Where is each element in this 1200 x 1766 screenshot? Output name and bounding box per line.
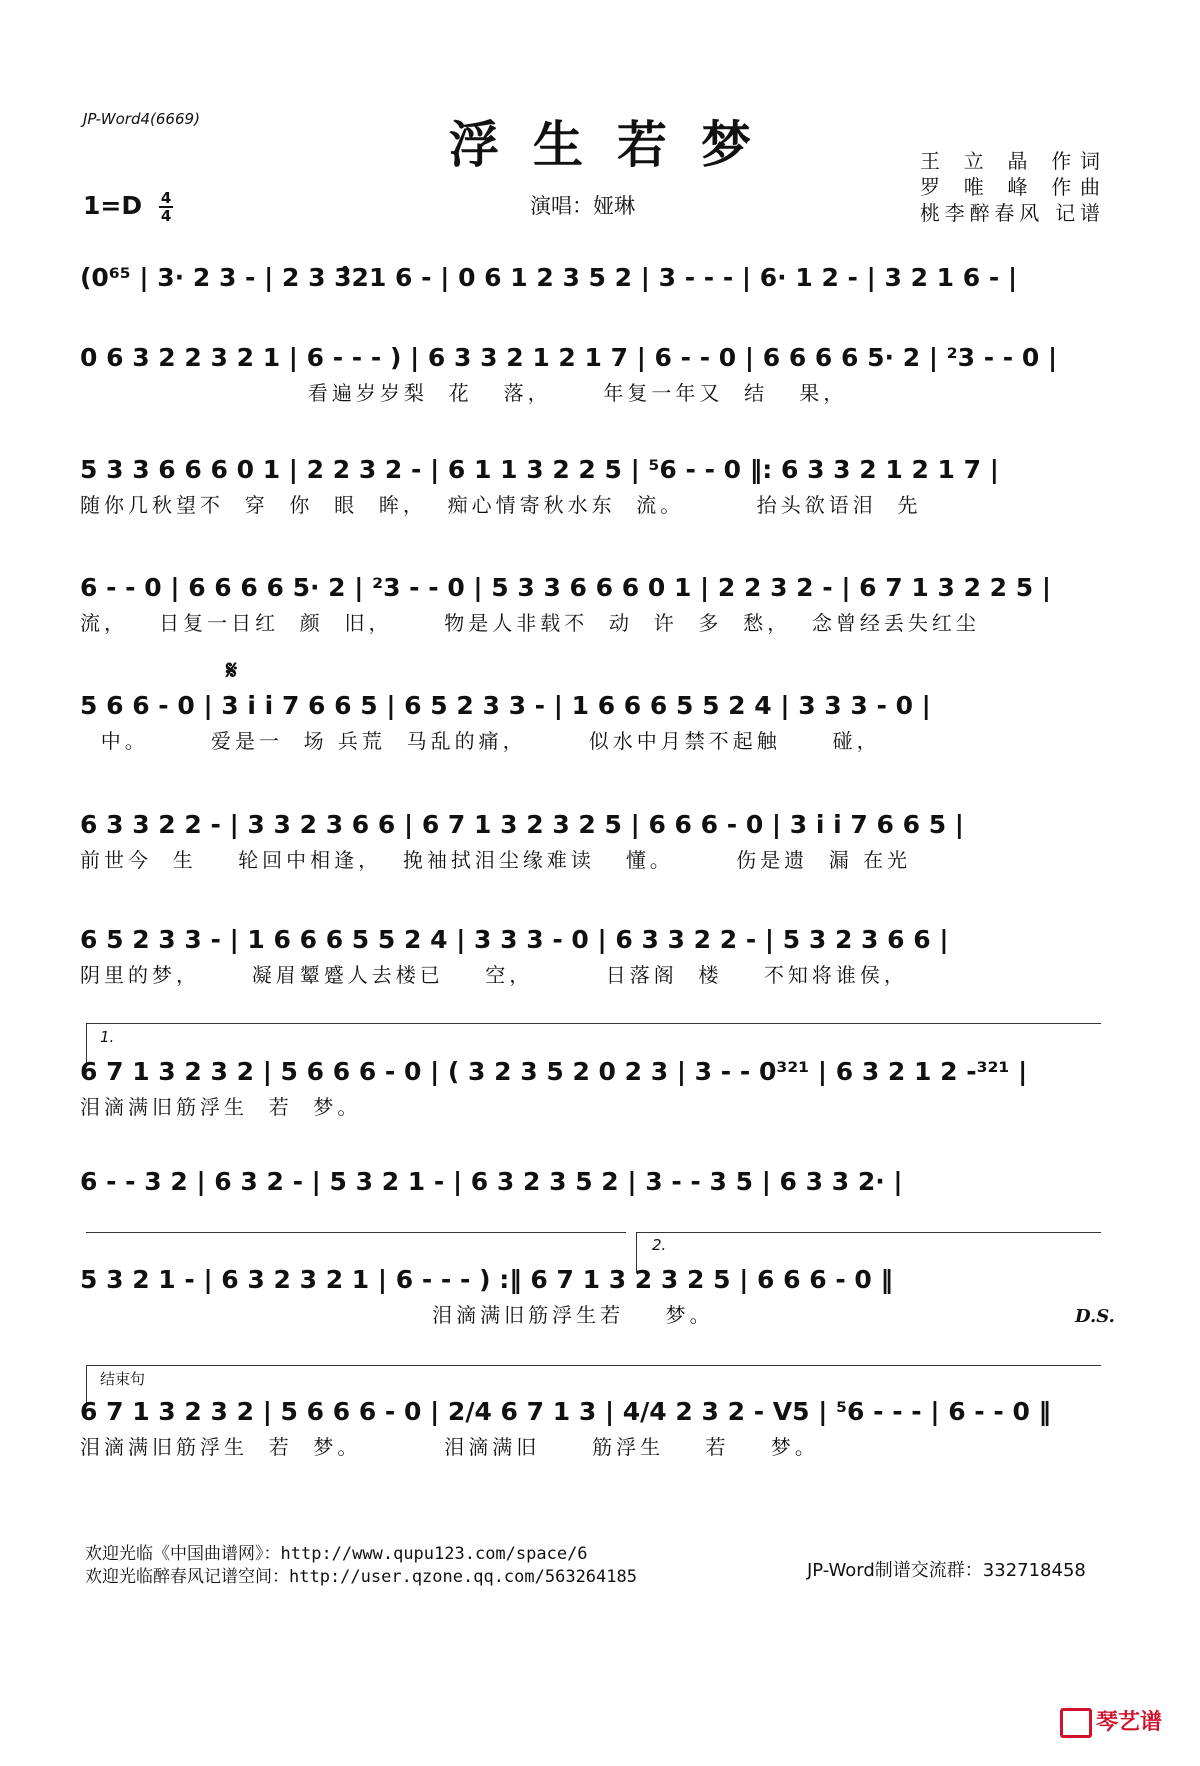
notation-line: 6 5 2 3 3 - | 1 6 6 6 5 5 2 4 | 3 3 3 - 0 | 6 3 3 2 2 - | 5 3 2 3 6 6 |	[80, 925, 949, 954]
logo-text: 琴艺谱	[1095, 1710, 1162, 1735]
lyrics-line: 看遍岁岁梨 花 落， 年复一年又 结 果，	[80, 381, 848, 405]
software-label: JP-Word4(6669)	[83, 110, 200, 128]
singer: 演唱：娅琳	[530, 194, 635, 218]
first-ending-label: 1.	[100, 1028, 115, 1046]
lyrics-line: 泪滴满旧筋浮生 若 梦。 泪滴满旧 筋浮生 若 梦。	[80, 1435, 819, 1459]
score-row-8	[80, 1052, 1100, 1122]
score-row-6	[80, 805, 1100, 875]
notation-line: 5 3 2 1 - | 6 3 2 3 2 1 | 6 - - - ) :‖ 6 7 1 3 2 3 2 5 | 6 6 6 - 0 ‖	[80, 1265, 894, 1294]
lyrics-line: 泪滴满旧筋浮生若 梦。	[80, 1303, 714, 1327]
score-row-11	[80, 1392, 1100, 1462]
score-row-10	[80, 1260, 1100, 1330]
coda-label: 结束句	[100, 1370, 146, 1388]
key-signature	[83, 190, 173, 224]
lyrics-line: 泪滴满旧筋浮生 若 梦。	[80, 1095, 362, 1119]
site-logo	[1060, 1705, 1162, 1738]
time-sig-bottom: 4	[160, 207, 172, 225]
notation-line: 6 7 1 3 2 3 2 | 5 6 6 6 - 0 | ( 3 2 3 5 2 0 2 3 | 3 - - 0³²¹ | 6 3 2 1 2 -³²¹ |	[80, 1057, 1028, 1086]
notation-line: (0⁶⁵ | 3· 2 3 - | 2 3 3̂21 6 - | 0 6 1 2 3 5 2 | 3 - - - | 6· 1 2 - | 3 2 1 6 - |	[80, 263, 1018, 292]
lyrics-line: 中。 爱是一 场 兵荒 马乱的痛， 似水中月禁不起触 碰，	[80, 729, 881, 753]
qq-group: JP-Word制谱交流群：332718458	[807, 1560, 1086, 1581]
footer-link-2[interactable]: 欢迎光临醉春风记谱空间：http://user.qzone.qq.com/563264185	[85, 1567, 637, 1587]
notation-line: 0 6 3 2 2 3 2 1 | 6 - - - ) | 6 3 3 2 1 2 1 7 | 6 - - 0 | 6 6 6 6 5· 2 | ²3 - - 0 |	[80, 343, 1058, 372]
segno-sign: 𝄋	[226, 656, 238, 686]
first-ending-continuation	[86, 1232, 626, 1263]
score-row-9	[80, 1162, 1100, 1202]
score-row-1	[80, 258, 1100, 298]
score-row-5	[80, 686, 1100, 756]
transcriber: 桃李醉春风 记谱	[920, 201, 1100, 225]
score-row-2	[80, 338, 1100, 408]
notation-line: 6 3 3 2 2 - | 3 3 2 3 6 6 | 6 7 1 3 2 3 2 5 | 6 6 6 - 0 | 3 i i 7 6 6 5 |	[80, 810, 964, 839]
time-signature	[159, 190, 173, 224]
notation-line: 6 - - 3 2 | 6 3 2 - | 5 3 2 1 - | 6 3 2 3 5 2 | 3 - - 3 5 | 6 3 3 2· |	[80, 1167, 903, 1196]
dal-segno-mark: D.S.	[1075, 1306, 1115, 1327]
notation-line: 5 6 6 - 0 | 3 i i 7 6 6 5 | 6 5 2 3 3 - | 1 6 6 6 5 5 2 4 | 3 3 3 - 0 |	[80, 691, 931, 720]
lyrics-line: 前世今 生 轮回中相逢， 挽袖拭泪尘缘难读 懂。 伤是遗 漏 在光	[80, 848, 912, 872]
footer-link-1[interactable]: 欢迎光临《中国曲谱网》：http://www.qupu123.com/space/6	[85, 1544, 588, 1564]
key-label: 1=D	[83, 191, 143, 220]
logo-icon	[1060, 1708, 1092, 1738]
notation-line: 5 3 3 6 6 6 0 1 | 2 2 3 2 - | 6 1 1 3 2 2 5 | ⁵6 - - 0 ‖: 6 3 3 2 1 2 1 7 |	[80, 455, 999, 484]
score-row-7	[80, 920, 1100, 990]
notation-line: 6 7 1 3 2 3 2 | 5 6 6 6 - 0 | 2/4 6 7 1 3 | 4/4 2 3 2 - ᐯ5 | ⁵6 - - - | 6 - - 0 ‖	[80, 1397, 1052, 1426]
second-ending-label: 2.	[652, 1236, 667, 1254]
notation-line: 6 - - 0 | 6 6 6 6 5· 2 | ²3 - - 0 | 5 3 3 6 6 6 0 1 | 2 2 3 2 - | 6 7 1 3 2 2 5 |	[80, 573, 1052, 602]
score-row-4	[80, 568, 1100, 638]
lyrics-line: 流， 日复一日红 颜 旧， 物是人非载不 动 许 多 愁， 念曾经丢失红尘	[80, 611, 980, 635]
credits	[920, 148, 1100, 226]
lyrics-line: 阴里的梦， 凝眉颦蹙人去楼已 空， 日落阁 楼 不知将谁侯，	[80, 963, 908, 987]
footer-links	[85, 1543, 637, 1589]
song-title: 浮生若梦	[449, 115, 785, 174]
lyricist: 王 立 晶 作词	[920, 149, 1100, 173]
time-sig-top: 4	[160, 189, 172, 207]
composer: 罗 唯 峰 作曲	[920, 175, 1100, 199]
lyrics-line: 随你几秋望不 穿 你 眼 眸， 痴心情寄秋水东 流。 抬头欲语泪 先	[80, 493, 922, 517]
score-row-3	[80, 450, 1100, 520]
